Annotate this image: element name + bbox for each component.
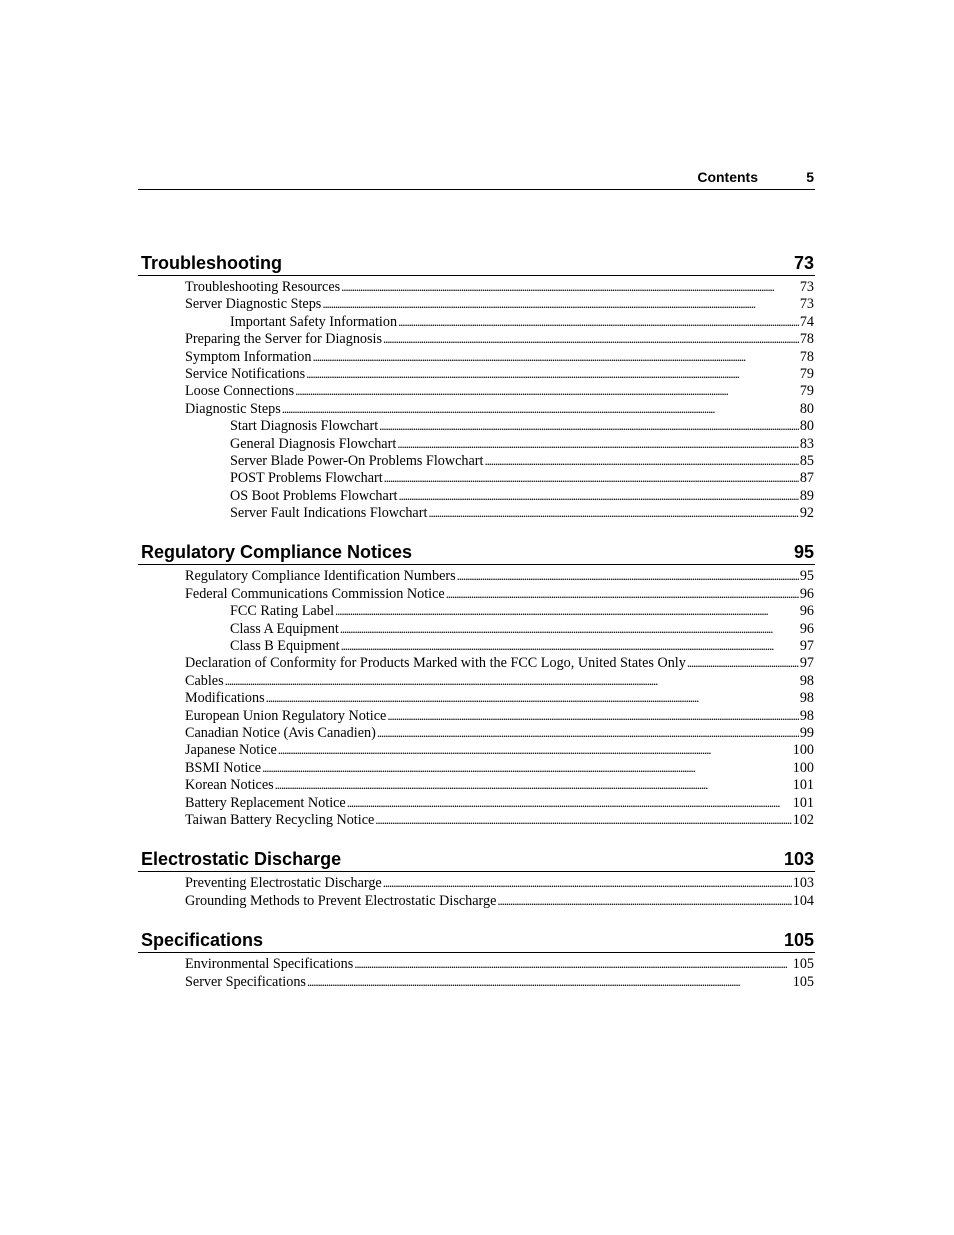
toc-entry-label: Loose Connections bbox=[185, 383, 295, 400]
toc-entry-page-number: 105 bbox=[792, 956, 814, 973]
toc-section bbox=[138, 539, 815, 828]
toc-entry-label: Regulatory Compliance Identification Numbers bbox=[185, 568, 456, 585]
dot-leader bbox=[295, 382, 799, 399]
section-title: Troubleshooting bbox=[141, 253, 282, 273]
dot-leader bbox=[278, 741, 792, 758]
toc-entry-label: Server Fault Indications Flowchart bbox=[230, 505, 428, 522]
toc-entry-label: Cables bbox=[185, 672, 224, 689]
toc-entry[interactable] bbox=[138, 689, 815, 706]
dot-leader bbox=[457, 567, 799, 584]
toc-entry[interactable] bbox=[138, 724, 815, 741]
toc-entry-page-number: 83 bbox=[799, 435, 814, 452]
dot-leader bbox=[377, 724, 799, 741]
toc-entry-page-number: 74 bbox=[799, 313, 814, 330]
section-title: Specifications bbox=[141, 930, 264, 951]
section-page-number: 103 bbox=[783, 849, 814, 870]
toc-entry[interactable] bbox=[138, 295, 815, 312]
toc-entry-page-number: 102 bbox=[792, 811, 814, 828]
toc-entry-label: Japanese Notice bbox=[185, 742, 277, 759]
dot-leader bbox=[484, 452, 798, 469]
dot-leader bbox=[322, 295, 798, 312]
toc-entry-page-number: 96 bbox=[799, 585, 814, 602]
toc-entry[interactable] bbox=[138, 776, 815, 793]
dot-leader bbox=[397, 435, 799, 452]
toc-entry-list bbox=[138, 955, 815, 990]
toc-entry-label: Korean Notices bbox=[185, 777, 274, 794]
toc-entry-label: OS Boot Problems Flowchart bbox=[230, 487, 398, 504]
toc-entry-label: Federal Communications Commission Notice bbox=[185, 585, 445, 602]
section-heading[interactable] bbox=[138, 250, 815, 276]
toc-entry-page-number: 101 bbox=[792, 777, 814, 794]
dot-leader bbox=[341, 278, 799, 295]
toc-entry[interactable] bbox=[138, 365, 815, 382]
toc-entry-page-number: 87 bbox=[799, 470, 814, 487]
toc-entry-page-number: 105 bbox=[792, 973, 814, 990]
toc-entry[interactable] bbox=[138, 504, 815, 521]
toc-entry-label: European Union Regulatory Notice bbox=[185, 707, 387, 724]
toc-entry-page-number: 92 bbox=[799, 505, 814, 522]
toc-entry-label: Grounding Methods to Prevent Electrostatic Discharge bbox=[185, 892, 497, 909]
toc-entry-page-number: 79 bbox=[799, 365, 814, 382]
dot-leader bbox=[383, 330, 799, 347]
toc-entry[interactable] bbox=[138, 620, 815, 637]
dot-leader bbox=[354, 955, 791, 972]
toc-entry[interactable] bbox=[138, 874, 815, 891]
toc-entry-page-number: 73 bbox=[799, 296, 814, 313]
toc-entry[interactable] bbox=[138, 417, 815, 434]
toc-entry-page-number: 97 bbox=[799, 655, 814, 672]
toc-entry-page-number: 78 bbox=[799, 331, 814, 348]
toc-entry[interactable] bbox=[138, 759, 815, 776]
dot-leader bbox=[384, 469, 799, 486]
header-page-number: 5 bbox=[806, 169, 814, 185]
running-header bbox=[138, 168, 815, 190]
dot-leader bbox=[398, 313, 799, 330]
toc-entry-page-number: 104 bbox=[792, 892, 814, 909]
section-page-number: 95 bbox=[793, 542, 814, 563]
toc-entry-list bbox=[138, 278, 815, 521]
section-page-number: 105 bbox=[783, 930, 814, 951]
toc-entry[interactable] bbox=[138, 567, 815, 584]
toc-entry-label: POST Problems Flowchart bbox=[230, 470, 383, 487]
toc-entry-label: Environmental Specifications bbox=[185, 956, 354, 973]
section-title: Regulatory Compliance Notices bbox=[141, 542, 413, 563]
dot-leader bbox=[383, 874, 792, 891]
toc-entry-page-number: 73 bbox=[799, 279, 814, 295]
toc-entry[interactable] bbox=[138, 811, 815, 828]
toc-entry[interactable] bbox=[138, 452, 815, 469]
toc-entry-label: Server Specifications bbox=[185, 973, 306, 990]
section-page-number: 73 bbox=[793, 253, 814, 273]
toc-section bbox=[138, 250, 815, 521]
toc-entry-page-number: 79 bbox=[799, 383, 814, 400]
toc-entry-page-number: 80 bbox=[799, 400, 814, 417]
toc-entry-label: Service Notifications bbox=[185, 365, 306, 382]
toc-entry[interactable] bbox=[138, 487, 815, 504]
toc-entry-label: Class A Equipment bbox=[230, 620, 339, 637]
dot-leader bbox=[687, 654, 799, 671]
toc-entry-label: Declaration of Conformity for Products Marked with the FCC Logo, United States Only bbox=[185, 655, 686, 672]
toc-entry-page-number: 85 bbox=[799, 452, 814, 469]
toc-entry-label: Server Diagnostic Steps bbox=[185, 296, 322, 313]
toc-entry[interactable] bbox=[138, 278, 815, 295]
toc-entry-page-number: 80 bbox=[799, 418, 814, 435]
toc-entry-label: Taiwan Battery Recycling Notice bbox=[185, 811, 375, 828]
toc-entry-page-number: 100 bbox=[792, 742, 814, 759]
toc-entry-page-number: 96 bbox=[799, 620, 814, 637]
dot-leader bbox=[341, 637, 799, 654]
toc-entry-label: Preventing Electrostatic Discharge bbox=[185, 875, 382, 892]
toc-entry[interactable] bbox=[138, 585, 815, 602]
toc-entry[interactable] bbox=[138, 741, 815, 758]
toc-entry-label: Start Diagnosis Flowchart bbox=[230, 418, 379, 435]
toc-entry-page-number: 103 bbox=[792, 875, 814, 892]
dot-leader bbox=[282, 400, 799, 417]
dot-leader bbox=[335, 602, 799, 619]
dot-leader bbox=[340, 620, 799, 637]
toc-entry[interactable] bbox=[138, 973, 815, 990]
toc-entry-page-number: 96 bbox=[799, 603, 814, 620]
toc-entry[interactable] bbox=[138, 794, 815, 811]
dot-leader bbox=[387, 707, 798, 724]
toc-entry[interactable] bbox=[138, 707, 815, 724]
toc-entry-list bbox=[138, 874, 815, 909]
toc-entry-page-number: 78 bbox=[799, 348, 814, 365]
toc-entry[interactable] bbox=[138, 892, 815, 909]
dot-leader bbox=[379, 417, 799, 434]
toc-entry[interactable] bbox=[138, 672, 815, 689]
toc-entry-label: Symptom Information bbox=[185, 348, 312, 365]
table-of-contents bbox=[138, 250, 815, 1008]
dot-leader bbox=[262, 759, 792, 776]
toc-entry[interactable] bbox=[138, 955, 815, 972]
section-heading[interactable] bbox=[138, 846, 815, 872]
toc-entry-label: General Diagnosis Flowchart bbox=[230, 435, 397, 452]
toc-entry[interactable] bbox=[138, 313, 815, 330]
dot-leader bbox=[347, 794, 792, 811]
dot-leader bbox=[306, 365, 799, 382]
toc-entry-page-number: 89 bbox=[799, 487, 814, 504]
toc-section bbox=[138, 846, 815, 909]
dot-leader bbox=[275, 776, 792, 793]
toc-entry[interactable] bbox=[138, 330, 815, 347]
dot-leader bbox=[225, 672, 799, 689]
dot-leader bbox=[399, 487, 799, 504]
toc-entry[interactable] bbox=[138, 435, 815, 452]
toc-section bbox=[138, 927, 815, 990]
toc-entry-label: Server Blade Power-On Problems Flowchart bbox=[230, 452, 484, 469]
toc-entry-label: Preparing the Server for Diagnosis bbox=[185, 331, 382, 348]
toc-entry-page-number: 98 bbox=[799, 707, 814, 724]
section-heading[interactable] bbox=[138, 927, 815, 953]
dot-leader bbox=[446, 585, 799, 602]
toc-entry[interactable] bbox=[138, 469, 815, 486]
section-heading[interactable] bbox=[138, 539, 815, 565]
toc-entry[interactable] bbox=[138, 654, 815, 671]
dot-leader bbox=[307, 973, 792, 990]
toc-entry-label: Canadian Notice (Avis Canadien) bbox=[185, 724, 376, 741]
toc-entry-page-number: 99 bbox=[799, 724, 814, 741]
toc-entry[interactable] bbox=[138, 400, 815, 417]
toc-entry-label: BSMI Notice bbox=[185, 759, 262, 776]
toc-entry-label: Class B Equipment bbox=[230, 638, 340, 655]
toc-entry-page-number: 97 bbox=[799, 638, 814, 655]
toc-entry-page-number: 101 bbox=[792, 794, 814, 811]
dot-leader bbox=[497, 892, 791, 909]
dot-leader bbox=[266, 689, 799, 706]
toc-entry-label: Diagnostic Steps bbox=[185, 400, 281, 417]
toc-entry-label: Battery Replacement Notice bbox=[185, 794, 346, 811]
toc-entry-page-number: 100 bbox=[792, 759, 814, 776]
header-title: Contents bbox=[697, 169, 758, 185]
toc-entry[interactable] bbox=[138, 348, 815, 365]
dot-leader bbox=[375, 811, 791, 828]
toc-entry[interactable] bbox=[138, 637, 815, 654]
dot-leader bbox=[428, 504, 798, 521]
toc-entry-page-number: 98 bbox=[799, 672, 814, 689]
section-title: Electrostatic Discharge bbox=[141, 849, 342, 870]
toc-entry-label: Important Safety Information bbox=[230, 313, 398, 330]
toc-entry-label: Troubleshooting Resources bbox=[185, 279, 341, 295]
toc-entry-page-number: 98 bbox=[799, 690, 814, 707]
toc-entry[interactable] bbox=[138, 382, 815, 399]
toc-entry-page-number: 95 bbox=[799, 568, 814, 585]
toc-entry[interactable] bbox=[138, 602, 815, 619]
toc-entry-list bbox=[138, 567, 815, 828]
toc-entry-label: FCC Rating Label bbox=[230, 603, 335, 620]
dot-leader bbox=[313, 348, 799, 365]
toc-entry-label: Modifications bbox=[185, 690, 265, 707]
